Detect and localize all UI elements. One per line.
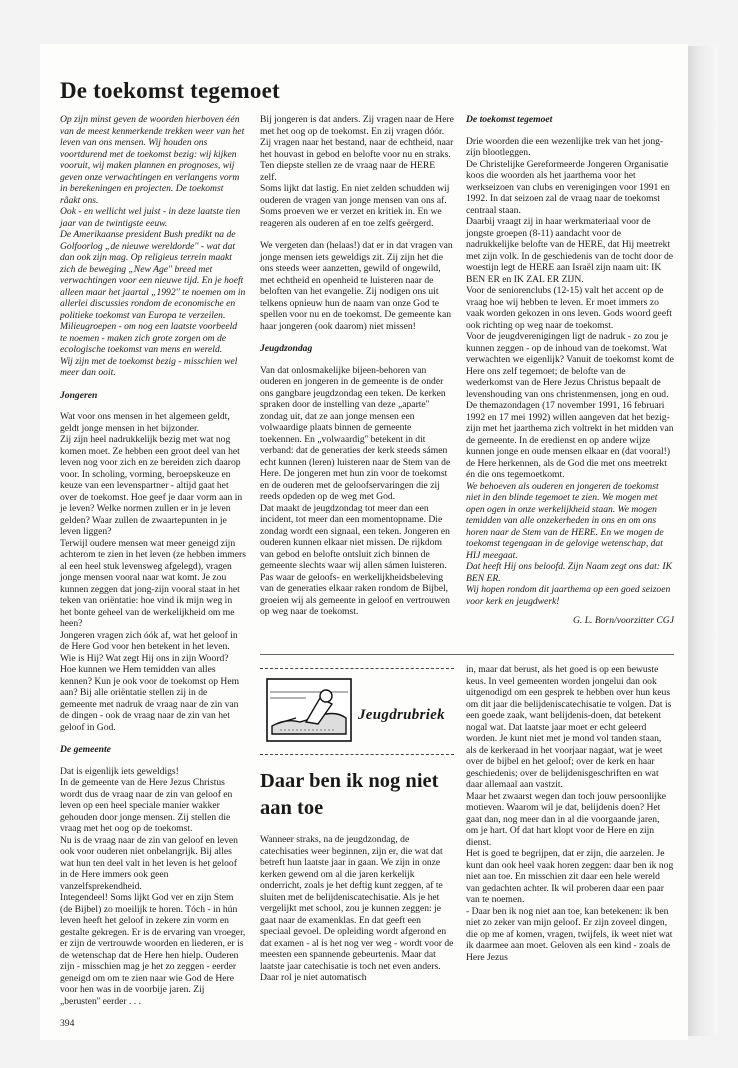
paragraph: Voor de seniorenclubs (12-15) valt het accent op de vraag hoe wij hebben te leven. Er moet immers zo vaak worden gekozen in ons leven. Gods woord geeft ook richting op weg naar de toekomst.: [466, 285, 672, 331]
paragraph: Van dat onlosmakelijke bijeen-behoren van ouderen en jongeren in de gemeente is de onder ons gangbare jeugdzondag een teken. De kerken spraken door de instelling van deze „aparte'' zondag uit, dat ze aan jonge mensen een volwaardige plaats binnen de gemeente toekennen. En „volwaardig'' betekent in dit verband: dat de generaties der kerk steeds sámen echt kunnen (leren) luisteren naar de Stem van de Here. De jongeren met hun zin voor de toekomst en de ouderen met de geloofservaringen die zij reeds opdeden op de weg met God.: [260, 364, 451, 502]
paragraph: Terwijl oudere mensen wat meer geneigd zijn achterom te zien in het leven (ze hebben immers al een heel stuk levensweg afgelegd), vragen jonge mensen vooral naar wat komt. Je zou kunnen zeggen dat jong-zijn vooral staat in het teken van oriëntatie: hoe vind ik mijn weg in het bonte geheel van de werkelijkheid om me heen?: [60, 537, 246, 629]
article2-title: Daar ben ik nog niet aan toe: [260, 770, 439, 819]
paragraph: Bij jongeren is dat anders. Zij vragen naar de Here met het oog op de toekomst. En zij vragen dóór. Zij vragen naar het bestand, naar de echtheid, naar het houvast in gebod en belofte voor nu en straks. Ten diepste stellen ze de vraag naar de HERE zelf.: [260, 114, 454, 183]
intro-paragraph: De Amerikaanse president Bush predikt na de Golfoorlog „de nieuwe wereldorde'' - wat dat dan ook zijn mag. Op religieus terrein maakt zich de beweging „New Age'' breed met verwachtingen voor een nieuwe tijd. En je hoeft alleen maar het jaartal „1992'' te noemen om in allerlei discussies rondom de economische en politieke toekomst van Europa te verzeilen. Milieugroepen - om nog een laatste voorbeeld te noemen - maken zich grote zorgen om de ecologische toekomst van mens en wereld.: [60, 229, 246, 355]
paragraph: Daarbij vraagt zij in haar werkmateriaal voor de jongste groepen (8-11) aandacht voor de nadrukkelijke belofte van de HERE, dat Hij meetrekt met zijn volk. In de geschiedenis van de tocht door de woestijn legt de HERE aan Israël zijn naam uit: IK BEN ER en IK ZAL ER ZIJN.: [466, 216, 674, 285]
italic-paragraph: Wij hopen rondom dit jaarthema op een goed seizoen voor kerk en jeugdwerk!: [466, 584, 671, 607]
article-title: De toekomst tegemoet: [60, 78, 280, 103]
paragraph: De Christelijke Gereformeerde Jongeren Organisatie koos die woorden als het jaarthema voor het werkseizoen van clubs en verenigingen voor 1991 en 1992. In dat seizoen zal de vraag naar de toekomst centraal staan.: [466, 158, 670, 216]
paragraph: - Daar ben ik nog niet aan toe, kan betekenen: ik ben niet zo zeker van mijn geloof. Er zijn zoveel dingen, die op me af komen, vragen, twijfels, ik weet niet wat ik daarmee aan moet. Geloven als een kind - zoals de Here Jezus: [466, 905, 673, 963]
paragraph: Dat maakt de jeugdzondag tot meer dan een incident, tot meer dan een momentopname. Die zondag wordt een signaal, een teken. Jongeren en ouderen kunnen elkaar niet missen. De rijkdom van gebod en belofte ontsluit zich binnen de gemeente slechts waar wij allen sámen luisteren. Pas waar de geloofs- en werkelijkheidsbeleving van de generaties elkaar raken rondom de Bijbel, groeien wij als gemeente in geloof en vertrouwen op weg naar de toekomst.: [260, 502, 450, 617]
article2-column-1: [260, 834, 454, 984]
adjacent-page-edge: [688, 46, 718, 1036]
paragraph: Jongeren vragen zich óók af, wat het geloof in de Here God voor hen betekent in het leven. Wie is Hij? Wat zegt Hij ons in zijn Woord? Hoe kunnen we Hem temidden van alles kennen? Kun je ook voor de toekomst op Hem aan? Bij alle oriëntatie stellen zij in de gemeente met nadruk de vraag naar de zin van de dingen - ook de vraag naar de zin van het geloof in God.: [60, 629, 240, 733]
paragraph: Zij zijn heel nadrukkelijk bezig met wat nog komen moet. Ze hebben een groot deel van het leven nog voor zich en ze bereiden zich daarop voor. In scholing, vorming, beroepskeuze en keuze van een levenspartner - altijd gaat het over de toekomst. Hoe geef je daar vorm aan in je leven? Welke normen zullen er in je leven gelden? Waar zullen de zwaartepunten in je leven liggen?: [60, 434, 243, 537]
signature: G. L. Born/voorzitter CGJ: [572, 615, 674, 626]
section-heading-jongeren: Jongeren: [60, 389, 98, 401]
paragraph: Drie woorden die een wezenlijke trek van het jong-zijn blootleggen.: [466, 135, 664, 158]
intro-paragraph: Wij zijn met de toekomst bezig - misschien wel meer dan ooit.: [60, 355, 238, 378]
paragraph: Het is goed te begrijpen, dat er zijn, die aarzelen. Je kunt dan ook heel vaak horen zeggen: daar ben ik nog niet aan toe. En misschien zit daar een hele wereld van gedachten achter. Ik wil proberen daar een paar van te noemen.: [466, 848, 674, 905]
intro-paragraph: Ook - en wellicht wel juist - in deze laatste tien jaar van de twintigste eeuw.: [60, 206, 241, 229]
paragraph: Soms lijkt dat lastig. En niet zelden schudden wij ouderen de vragen van jonge mensen van ons af. Soms proeven we er verzet en kritiek in. En we reageren als ouderen af en toe zelfs geërgerd.: [260, 183, 450, 229]
italic-paragraph: Dat heeft Hij ons beloofd. Zijn Naam zegt ons dat: IK BEN ER.: [466, 561, 672, 584]
paragraph: In de gemeente van de Here Jezus Christus wordt dus de vraag naar de zin van geloof en leven op een heel speciale manier wakker gehouden door jonge mensen. Zij stellen die vraag met het oog op de toekomst.: [60, 777, 233, 834]
column-1: [60, 114, 246, 1007]
paragraph: Integendeel! Soms lijkt God ver en zijn Stem (de Bijbel) zo moeilijk te horen. Tóch - in hún leven heeft het geloof in zekere zin vorm en gestalte gekregen. Er is de ervaring van vroeger, er zijn de vertrouwde woorden en liederen, er is de wetenschap dat de Here hen hielp. Ouderen zijn - misschien mag je het zo zeggen - eerder geneigd om om te zien naar wie God de Here voor hen was in de voorbije jaren. Zij „berusten'' eerder . . .: [60, 892, 246, 1007]
paragraph: in, maar dat berust, als het goed is op een bewuste keus. In veel gemeenten worden jongelui dan ook uitgenodigd om een gesprek te hebben over hun keus om dit jaar die belijdeniscatechisatie te volgen. Dat is een goede zaak, want belijdenis-doen, dat betekent nogal wat. Dat laatste jaar moet er echt geleerd worden. Je kunt niet met je mond vol tanden staan, als de kerkeraad in het voorjaar nagaat, wat je weet over de bijbel en het geloof; over de kerk en haar geschiedenis; over de belijdenisgeschriften en wat daar allemaal aan vastzit.: [466, 664, 672, 790]
section-divider: [260, 654, 674, 655]
banner-title: Jeugdrubriek: [358, 707, 445, 723]
paragraph: Voor de jeugdverenigingen ligt de nadruk - zo zou je kunnen zeggen - op de inhoud van de toekomst. Wat verwachten we eigenlijk? Vanuit de toekomst komt de Here ons zelf tegemoet; de belofte van de wederkomst van de Here Jezus Christus bepaalt de levenshouding van ons christenmensen, jong en oud.: [466, 331, 674, 400]
section-heading-gemeente: De gemeente: [60, 744, 111, 755]
paragraph: Dat is eigenlijk iets geweldigs!: [60, 765, 179, 777]
section-heading-toekomst: De toekomst tegemoet: [466, 114, 553, 125]
paragraph: Wanneer straks, na de jeugdzondag, de catechisaties weer beginnen, zijn er, die wat dat betreft hun laatste jaar in gaan. We zijn in onze kerken gewend om al die jaren kerkelijk onderricht, zoals je het deftig kunt zeggen, af te sluiten met de belijdeniscatechisatie. Als je het vergelijkt met school, zou je kunnen zeggen: je gaat naar de examenklas. En dat geeft een speciaal gevoel. De opleiding wordt afgerond en dat examen - al is het nog ver weg - wordt voor de meesten een spannende gebeurtenis. Maar dat laatste jaar catechisatie is toch net even anders. Daar rol je niet automatisch: [260, 834, 454, 983]
person-reading-icon: [266, 678, 352, 742]
paragraph: De themazondagen (17 november 1991, 16 februari 1992 en 17 mei 1992) willen aangeven dat het bezig-zijn met het jaarthema zich voltrekt in het midden van de gemeente. In de eredienst en op andere wijze kunnen jonge en oude mensen elkaar en (dat vooral!) de Here herkennen, als de God die met ons meetrekt én die ons tegemoetkomt.: [466, 400, 674, 480]
section-heading-jeugdzondag: Jeugdzondag: [260, 343, 313, 354]
magazine-page: [40, 44, 688, 1040]
italic-paragraph: We behoeven als ouderen en jongeren de toekomst niet in den blinde tegemoet te zien. We mogen met open ogen in onze werkelijkheid staan. We mogen temidden van alle onzekerheden in ons en om ons horen naar de Stem van de HERE. En we mogen de toekomst tegengaan in de gelovige wetenschap, dat HIJ meegaat.: [466, 480, 664, 561]
banner-bottom-border: [260, 754, 454, 755]
paragraph: Maar het zwaarst wegen dan toch jouw persoonlijke motieven. Waarom wil je dat, belijdenis doen? Het gaat dan, nog meer dan in al die voorgaande jaren, om je hart. Of dat hart klopt voor de Here en zijn dienst.: [466, 790, 667, 848]
paragraph: We vergeten dan (helaas!) dat er in dat vragen van jonge mensen iets geweldigs zit. Zij zijn het die ons steeds weer aanzetten, gewild of ongewild, met echtheid en openheid te luisteren naar de beloften van het evangelie. Zij nodigen ons uit telkens opnieuw hun de naam van onze God te spellen voor nu en de toekomst. De gemeente kan haar jongeren (ook daarom) niet missen!: [260, 240, 453, 332]
column-3: [466, 114, 674, 627]
intro-paragraph: Op zijn minst geven de woorden hierboven één van de meest kenmerkende trekken weer van het leven van ons mensen. Wij houden ons voortdurend met de toekomst bezig: wij kijken vooruit, wij maken plannen en prognoses, wij geven onze verwachtingen en verlangens vorm in berekeningen en projecten. De toekomst râakt ons.: [60, 114, 245, 206]
jeugdrubriek-banner: [260, 664, 454, 759]
column-2: [260, 114, 454, 618]
paragraph: Wat voor ons mensen in het algemeen geldt, geldt jonge mensen in het bijzonder.: [60, 411, 230, 434]
page-number: 394: [60, 1018, 75, 1029]
paragraph: Nu is de vraag naar de zin van geloof en leven ook voor ouderen niet onbelangrijk. Bij alles wat hun ten deel valt in het leven is het geloof in de Here immers ook geen vanzelfsprekendheid.: [60, 834, 238, 892]
article2-column-2: [466, 664, 674, 963]
banner-top-border: [260, 668, 454, 669]
